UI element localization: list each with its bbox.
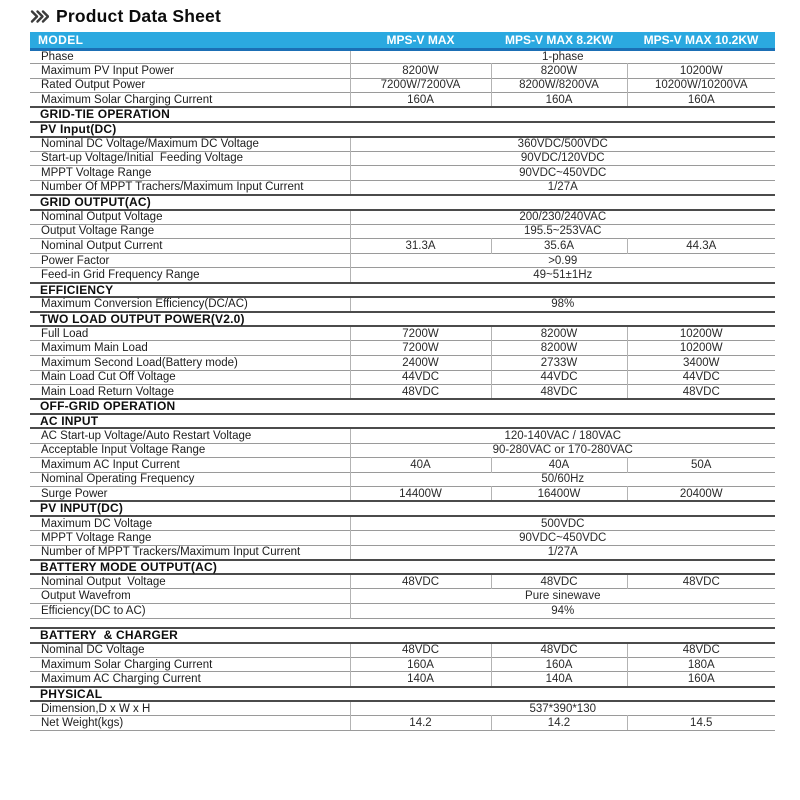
section-header-row [30, 560, 775, 575]
spec-label: Acceptable Input Voltage Range [30, 443, 350, 458]
spec-value-span: 1/27A [350, 180, 775, 195]
spec-value-col1: 2400W [350, 355, 491, 370]
spec-value-span: >0.99 [350, 253, 775, 268]
spec-label: Maximum DC Voltage [30, 516, 350, 531]
section-header-row [30, 312, 775, 327]
spec-value-col3: 10200W/10200VA [627, 78, 775, 93]
spec-value-col2: 48VDC [491, 643, 627, 658]
spec-label: Maximum AC Input Current [30, 458, 350, 473]
spec-value-col3: 10200W [627, 64, 775, 79]
spec-row [30, 268, 775, 283]
spec-row [30, 443, 775, 458]
spec-value-col2: 160A [491, 657, 627, 672]
spec-value-col1: 160A [350, 93, 491, 108]
section-title: AC INPUT [30, 414, 775, 429]
spec-value-col2: 8200W [491, 341, 627, 356]
section-header-row [30, 195, 775, 210]
spec-row [30, 137, 775, 152]
spec-value-span: 90VDC~450VDC [350, 166, 775, 181]
spec-value-col1: 8200W [350, 64, 491, 79]
spec-row [30, 224, 775, 239]
spec-label: MPPT Voltage Range [30, 531, 350, 546]
section-header-row [30, 687, 775, 702]
spec-label: Rated Output Power [30, 78, 350, 93]
spec-row [30, 253, 775, 268]
spec-label: Maximum Solar Charging Current [30, 657, 350, 672]
section-title: BATTERY & CHARGER [30, 628, 775, 643]
section-title: PV INPUT(DC) [30, 501, 775, 516]
spec-row [30, 49, 775, 64]
spec-value-col3: 14.5 [627, 716, 775, 731]
spec-row [30, 487, 775, 502]
section-header-row [30, 107, 775, 122]
spec-value-col3: 48VDC [627, 385, 775, 400]
spec-value-col3: 160A [627, 93, 775, 108]
spec-value-span: Pure sinewave [350, 589, 775, 604]
spec-row [30, 180, 775, 195]
spec-label: Maximum AC Charging Current [30, 672, 350, 687]
spec-row [30, 239, 775, 254]
spec-value-col1: 40A [350, 458, 491, 473]
spec-label: Full Load [30, 326, 350, 341]
model-header-cell: MODEL [30, 32, 350, 49]
triple-chevron-icon [30, 9, 49, 24]
spec-value-col2: 14.2 [491, 716, 627, 731]
spec-value-col1: 48VDC [350, 643, 491, 658]
spec-value-col2: 40A [491, 458, 627, 473]
section-title: TWO LOAD OUTPUT POWER(V2.0) [30, 312, 775, 327]
spec-label: Number of MPPT Trackers/Maximum Input Current [30, 545, 350, 560]
spec-value-col2: 48VDC [491, 574, 627, 589]
column-header-mps-v-max: MPS-V MAX [350, 32, 491, 49]
spec-value-col2: 2733W [491, 355, 627, 370]
spec-label: Maximum Conversion Efficiency(DC/AC) [30, 297, 350, 312]
spec-label: Number Of MPPT Trachers/Maximum Input Current [30, 180, 350, 195]
spec-value-col3: 10200W [627, 341, 775, 356]
spec-row [30, 589, 775, 604]
spec-value-col2: 140A [491, 672, 627, 687]
spec-label: Nominal Output Current [30, 239, 350, 254]
spec-value-span: 500VDC [350, 516, 775, 531]
spec-label: Nominal DC Voltage/Maximum DC Voltage [30, 137, 350, 152]
spec-value-col1: 48VDC [350, 385, 491, 400]
spec-row [30, 545, 775, 560]
spec-value-col3: 180A [627, 657, 775, 672]
spec-label: Power Factor [30, 253, 350, 268]
spec-row [30, 166, 775, 181]
spec-label: Main Load Return Voltage [30, 385, 350, 400]
spec-value-col1: 7200W [350, 341, 491, 356]
spec-label: Net Weight(kgs) [30, 716, 350, 731]
spec-label: Efficiency(DC to AC) [30, 604, 350, 619]
spec-value-col1: 48VDC [350, 574, 491, 589]
spec-row [30, 657, 775, 672]
model-header-row [30, 32, 775, 49]
spec-label: Start-up Voltage/Initial Feeding Voltage [30, 151, 350, 166]
spec-value-col3: 20400W [627, 487, 775, 502]
spec-label: Nominal Output Voltage [30, 210, 350, 225]
section-header-row [30, 501, 775, 516]
section-header-row [30, 283, 775, 298]
spec-row [30, 341, 775, 356]
section-title: GRID OUTPUT(AC) [30, 195, 775, 210]
spec-value-span: 49~51±1Hz [350, 268, 775, 283]
section-header-row [30, 628, 775, 643]
spec-label: Maximum Solar Charging Current [30, 93, 350, 108]
spec-value-col2: 35.6A [491, 239, 627, 254]
spec-row [30, 701, 775, 716]
spec-row [30, 428, 775, 443]
spec-row [30, 458, 775, 473]
section-title: PV Input(DC) [30, 122, 775, 137]
spec-table [30, 32, 775, 731]
column-header-mps-v-max-10-2kw: MPS-V MAX 10.2KW [627, 32, 775, 49]
spec-value-col1: 7200W/7200VA [350, 78, 491, 93]
spec-value-col3: 50A [627, 458, 775, 473]
table-gap-row [30, 618, 775, 628]
spec-label: AC Start-up Voltage/Auto Restart Voltage [30, 428, 350, 443]
spec-value-col2: 48VDC [491, 385, 627, 400]
spec-value-span: 360VDC/500VDC [350, 137, 775, 152]
spec-value-span: 90-280VAC or 170-280VAC [350, 443, 775, 458]
spec-value-span: 537*390*130 [350, 701, 775, 716]
spec-value-span: 90VDC/120VDC [350, 151, 775, 166]
spec-value-span: 94% [350, 604, 775, 619]
spec-row [30, 672, 775, 687]
section-title: GRID-TIE OPERATION [30, 107, 775, 122]
spec-row [30, 151, 775, 166]
section-header-row [30, 122, 775, 137]
column-header-mps-v-max-8-2kw: MPS-V MAX 8.2KW [491, 32, 627, 49]
spec-row [30, 385, 775, 400]
section-title: PHYSICAL [30, 687, 775, 702]
spec-label: Maximum Second Load(Battery mode) [30, 355, 350, 370]
spec-value-col3: 160A [627, 672, 775, 687]
spec-row [30, 297, 775, 312]
title-bar [30, 4, 775, 28]
spec-value-col3: 44.3A [627, 239, 775, 254]
spec-row [30, 210, 775, 225]
spec-label: Output Wavefrom [30, 589, 350, 604]
spec-label: Dimension,D x W x H [30, 701, 350, 716]
spec-label: Nominal Output Voltage [30, 574, 350, 589]
spec-value-col1: 44VDC [350, 370, 491, 385]
spec-value-span: 50/60Hz [350, 472, 775, 487]
spec-row [30, 516, 775, 531]
spec-value-span: 195.5~253VAC [350, 224, 775, 239]
page-title: Product Data Sheet [56, 5, 222, 26]
spec-value-col2: 8200W [491, 326, 627, 341]
spec-label: Output Voltage Range [30, 224, 350, 239]
spec-value-col1: 14400W [350, 487, 491, 502]
spec-row [30, 370, 775, 385]
spec-row [30, 355, 775, 370]
spec-row [30, 531, 775, 546]
section-title: BATTERY MODE OUTPUT(AC) [30, 560, 775, 575]
section-header-row [30, 414, 775, 429]
spec-value-col1: 160A [350, 657, 491, 672]
spec-value-col3: 10200W [627, 326, 775, 341]
spec-value-span: 1-phase [350, 49, 775, 64]
section-title: EFFICIENCY [30, 283, 775, 298]
spec-value-col3: 48VDC [627, 574, 775, 589]
spec-label: Main Load Cut Off Voltage [30, 370, 350, 385]
spec-label: Maximum Main Load [30, 341, 350, 356]
spec-value-col3: 3400W [627, 355, 775, 370]
spec-value-span: 200/230/240VAC [350, 210, 775, 225]
spec-value-col2: 44VDC [491, 370, 627, 385]
spec-value-col1: 14.2 [350, 716, 491, 731]
section-title: OFF-GRID OPERATION [30, 399, 775, 414]
spec-label: Nominal Operating Frequency [30, 472, 350, 487]
spec-row [30, 643, 775, 658]
spec-value-col2: 8200W [491, 64, 627, 79]
spec-row [30, 64, 775, 79]
spec-value-col3: 44VDC [627, 370, 775, 385]
spec-value-span: 98% [350, 297, 775, 312]
spec-value-span: 120-140VAC / 180VAC [350, 428, 775, 443]
spec-row [30, 574, 775, 589]
spec-value-col1: 31.3A [350, 239, 491, 254]
spec-row [30, 326, 775, 341]
section-header-row [30, 399, 775, 414]
spec-value-col2: 8200W/8200VA [491, 78, 627, 93]
spec-value-col3: 48VDC [627, 643, 775, 658]
spec-label: Feed-in Grid Frequency Range [30, 268, 350, 283]
spec-value-col1: 140A [350, 672, 491, 687]
spec-row [30, 472, 775, 487]
spec-table-header [30, 32, 775, 49]
spec-table-body [30, 49, 775, 730]
spec-row [30, 78, 775, 93]
spec-row [30, 604, 775, 619]
table-gap [30, 618, 775, 628]
spec-label: Nominal DC Voltage [30, 643, 350, 658]
spec-label: MPPT Voltage Range [30, 166, 350, 181]
spec-value-col1: 7200W [350, 326, 491, 341]
spec-value-span: 1/27A [350, 545, 775, 560]
spec-label: Maximum PV Input Power [30, 64, 350, 79]
spec-label: Surge Power [30, 487, 350, 502]
spec-row [30, 716, 775, 731]
spec-value-span: 90VDC~450VDC [350, 531, 775, 546]
spec-label: Phase [30, 49, 350, 64]
spec-row [30, 93, 775, 108]
spec-value-col2: 160A [491, 93, 627, 108]
spec-value-col2: 16400W [491, 487, 627, 502]
